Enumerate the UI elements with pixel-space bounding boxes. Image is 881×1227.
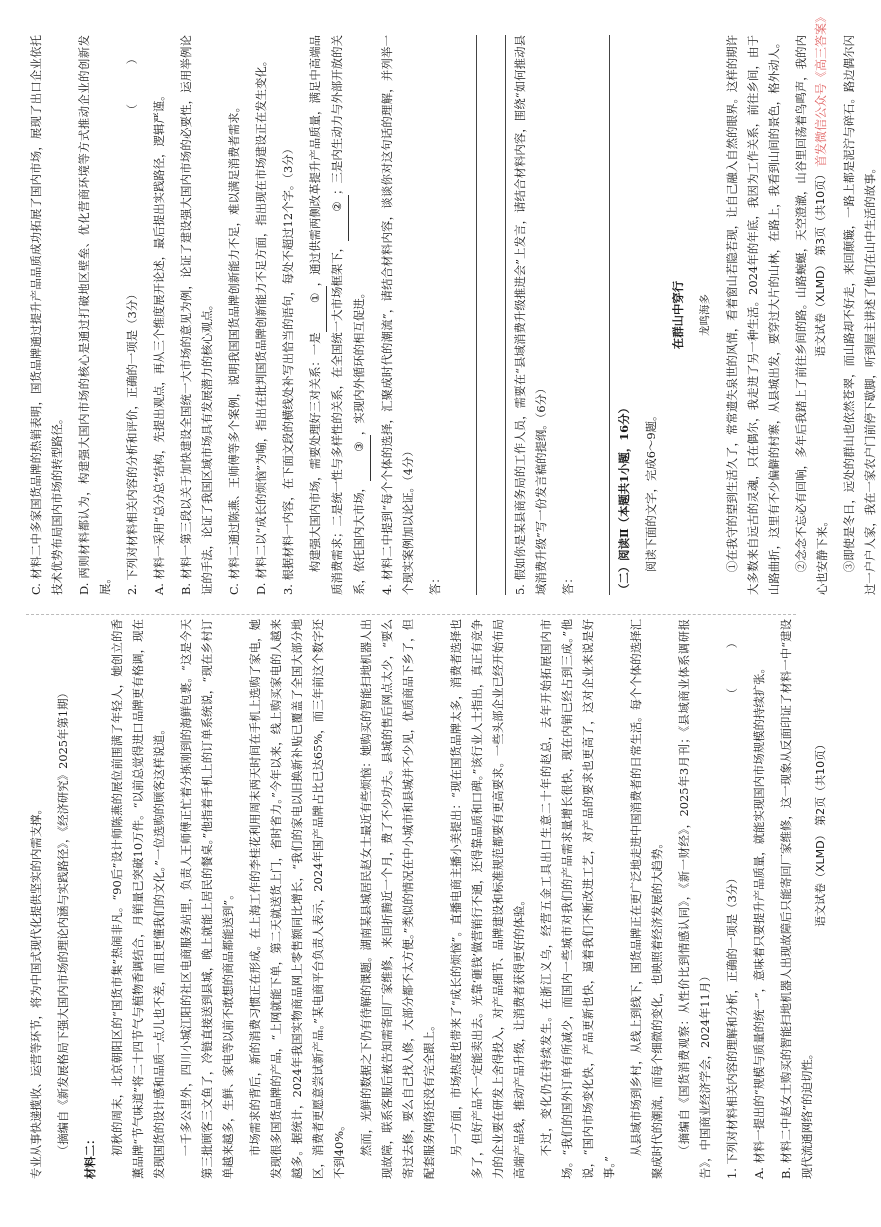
answer-line[interactable] bbox=[452, 35, 477, 595]
answer-paren[interactable]: （ ） bbox=[725, 619, 739, 700]
question-3: 3. 根据材料一内容，在下面文段的横线处补写出恰当的语句，每处不超过12个字。（3分） bbox=[281, 143, 295, 595]
story-title: 在群山中穿行 bbox=[671, 280, 685, 350]
fill-blank-1[interactable]: ① bbox=[305, 286, 327, 332]
watermark-text: 首发微信公众号《高三答案》 bbox=[814, 10, 828, 167]
question-1-stem: 1. 下列对材料相关内容的理解和分析，正确的一项是（3分） bbox=[725, 872, 739, 1179]
page-footer-left: 语文试卷（XLMD） 第2页（共10页） bbox=[814, 738, 827, 927]
material1-tail: 专业从事快递揽收、运营等环节，将为中国式现代化提供坚实的内需支撑。 bbox=[29, 803, 43, 1179]
material2-paragraph: 市场需求的背后，新的消费习惯正在形成。在上海工作的李桂花利用周末两天时间在手机上选购了家电，她发现很多国货品牌的产品，“上网就能下单，第二天就送货上门，省时省力。”今年以来，线上购买家电的人越来越多。据统计，2024年我国实物商品网上零售额同比增长，“我们的家电以旧换新补贴已覆盖了全国大部分地区，消费者更愿意尝试新产品。”某电商平台负责人表示，2024年国产品牌占比已达65%，而三年前这个数字还不到40%。 bbox=[248, 619, 346, 1179]
question-3-passage bbox=[305, 35, 371, 595]
option-d[interactable]: D. 材料二以“成长的烦恼”为喻，指出在批判国货品牌创新能力不足方面，指出现在市场建设正在发生变化。 bbox=[254, 54, 268, 595]
material2-paragraph: 不过，变化仍在持续发生。在浙江义乌，经营五金工具出口生意二十年的赵总，去年开始拓展国内市场。“我们的国外订单有所减少，而国内一些城市对我们的产品需求量增长很快，现在内销已经占到三成。”他说，“国内市场变化快，产品更新也快，逼着我们不断改进工艺，对产品的要求也更高了，这对企业来说是好事。” bbox=[539, 619, 616, 1179]
answer-line[interactable] bbox=[481, 35, 506, 595]
story-author: 龙鸣海多 bbox=[699, 294, 711, 336]
question-2 bbox=[122, 35, 143, 595]
option-c[interactable]: C. 材料二中多家国货品牌的热销表明，国货品牌通过提升产品品质成功拓展了国内市场，展现了出口企业依托技术优势布局国内市场的转型路径。 bbox=[29, 35, 64, 595]
question-1 bbox=[722, 619, 743, 1179]
material2-paragraph: 然而，光鲜的数据之下仍有待解的课题。湖南某县城居民赵女士最近有些烦恼：她购买的智能扫地机器人出现故障，联系客服后被告知需寄回厂家维修，来回折腾近一个月，费了不少功夫。县城的售后网点太少，“要么寄过去修，要么自己找人修，大部分都不太方便。”类似的情况在中小城市和县城并不少见，优质商品下乡了，但配套服务网络还没有完全跟上。 bbox=[359, 619, 436, 1179]
material2-paragraph: 初秋的周末，北京朝阳区的“国货市集”热闹非凡。“90后”设计师陈燕的展位前围满了年轻人，她创立的香薰品牌“节气味道”将二十四节气与植物香调结合，月销量已突破10万件。“以前总觉得进口品牌更有格调，现在发现国货的设计感和品质一点儿也不差，而且更懂我们的文化。”一位选购的顾客这样说道。 bbox=[110, 619, 166, 1179]
passage-text: ，通过供需两侧改革提升产品质量，满足中高端品质消费需求；二是统一性与多样性的关系，在全国统一大市场框架下， bbox=[308, 35, 344, 595]
passage-text: 构建强大国内市场，需要处理好三对关系：一是 bbox=[308, 332, 322, 573]
question-2-stem: 2. 下列对材料相关内容的分析和评价，正确的一项是（3分） bbox=[125, 288, 139, 595]
answer-paren[interactable]: （ ） bbox=[125, 35, 139, 116]
page-footer-right: 语文试卷（XLMD） 第3页（共10页） bbox=[814, 168, 827, 357]
left-page-column bbox=[26, 619, 814, 1179]
answer-label: 答： bbox=[561, 572, 575, 595]
fill-blank-2[interactable]: ② bbox=[327, 195, 349, 241]
option-a[interactable]: A. 材料一提出的“规模与质量的统一”，意味着只要提升产品质量，就能实现国内市场规模的持续扩张。 bbox=[752, 662, 766, 1179]
material2-source: （摘编自《国货消费观察：从性价比到情感认同》，《新一财经》，2025年3月刊；《县域商业体系调研报告》，中国商业经济学会，2024年11月） bbox=[677, 619, 712, 1179]
option-b[interactable]: B. 材料二中赵女士购买的智能扫地机器人出现故障后只能寄回厂家维修，这一现象从反面印证了材料一中“建设现代流通网络”的迫切性。 bbox=[779, 619, 814, 1179]
passage-text: ，实现内外循环的相互促进。 bbox=[352, 286, 366, 436]
story-paragraph: ①在我守的望到生活久了，常常遗失泉世的风情，看着窗山若隐若现，让自己融入自然的眼界。这样的期许大多数来自远古的灵魂，只在偶尔，我走进了另一种生活。2024年的年底，我因为工作关系，前往乡间，由于山路曲折，这里有不少偏僻的村寨，从县城出发，要穿过大片的山林，在路上，我看到山间的景色，格外动人。 bbox=[725, 35, 781, 595]
answer-line[interactable] bbox=[585, 35, 610, 595]
question-4: 4. 材料二中提到“每个个体的选择，汇聚成时代的潮流”，请结合材料内容，谈谈你对这句话的理解，并列举一个现实案例加以论证。（4分） bbox=[380, 35, 415, 595]
question-5: 5. 假如你是某县商务局的工作人员，需要在“县域消费升级推进会”上发言，请结合材料内容，围绕“如何推动县域消费升级”写一份发言稿的提纲。（6分） bbox=[513, 35, 548, 595]
section-instruction: 阅读下面的文字，完成6～9题。 bbox=[644, 409, 658, 573]
story-paragraph: ③即使是冬日，远处的群山也依然苍翠，而山路却不好走，来回颠簸，一路上都是泥泞与碎石。路边偶尔闪过一户户人家，我在一家农户门前停下歇脚，听到屋主讲述了他们在山中生活的故事。 bbox=[842, 35, 877, 595]
material2-paragraph: 另一方面，市场热度也带来了“成长的烦恼”。直播电商主播小美提出：“现在国货品牌太多，消费者选择也多了，但好产品不一定能卖出去。光靠‘砸钱’做营销行不通，还得靠品质和口碑。”该行业人士指出，真正有竞争力的企业要在研发上舍得投入，对产品细节、品牌建设和标准规范都要有更高要求。一些头部企业已经开始布局高端产品线，推动产品升级，让消费者获得更好的体验。 bbox=[449, 619, 526, 1179]
story-paragraph: ②念念不忘必有回响，多年后我踏上了前往乡间的路。山路蜿蜒，天空澄澈，山谷里回荡着鸟鸣声，我的内心也安静下来。 bbox=[794, 35, 829, 595]
page-divider bbox=[26, 614, 796, 615]
option-c[interactable]: C. 材料二通过陈燕、王师傅等多个案例，说明我国国货品牌创新能力不足，难以满足消费者需求。 bbox=[227, 101, 241, 595]
material2-paragraph: 一千多公里外，四川小城江阳的社区电商服务站里，负责人王师傅正忙着分拣刚到的海鲜包裹。“这是今天第三批顾客三文鱼了，冷链直接送到县城，晚上就能上居民的餐桌。”他指着手机上的订单系统说，“现在乡村订单越来越多，生鲜、家电等以前不敢想的商品都能送到”。 bbox=[179, 619, 235, 1179]
fill-blank-3[interactable]: ③ bbox=[349, 435, 371, 481]
option-b[interactable]: B. 材料一第三段以关于加快建设全国统一大市场的意见为例，论证了建设强大国内市场的必要性，运用举例论证的手法，论证了我国区域市场具有发展潜力的核心观点。 bbox=[179, 35, 214, 595]
option-a[interactable]: A. 材料一采用“总分总”结构，先提出观点，再从三个维度展开论述，最后提出实践路径，逻辑严谨。 bbox=[152, 89, 166, 595]
option-d[interactable]: D. 两则材料都认为，构建强大国内市场的核心是通过打破地区壁垒、优化营商环境等方式推动企业的创新发展。 bbox=[77, 35, 112, 595]
material1-source: （摘编自《新发展格局下强大国内市场的理论内涵与实践路径》，《经济研究》2025年第1期） bbox=[56, 687, 70, 1157]
material2-title: 材料二： bbox=[83, 1133, 97, 1179]
material2-paragraph: 从县域市场到乡村，从线上到线下，国货品牌正在更广泛地走进中国消费者的日常生活。每个个体的选择汇聚成时代的潮流，而每个细微的变化，也映照着经济发展的大趋势。 bbox=[629, 619, 664, 1179]
section-heading: （二）阅读Ⅱ（本题共1小题，16分） bbox=[617, 402, 631, 595]
answer-label: 答： bbox=[428, 572, 442, 595]
passage-text: ；三是内生动力与外部开放的关系，依托国内大市场， bbox=[330, 35, 366, 595]
